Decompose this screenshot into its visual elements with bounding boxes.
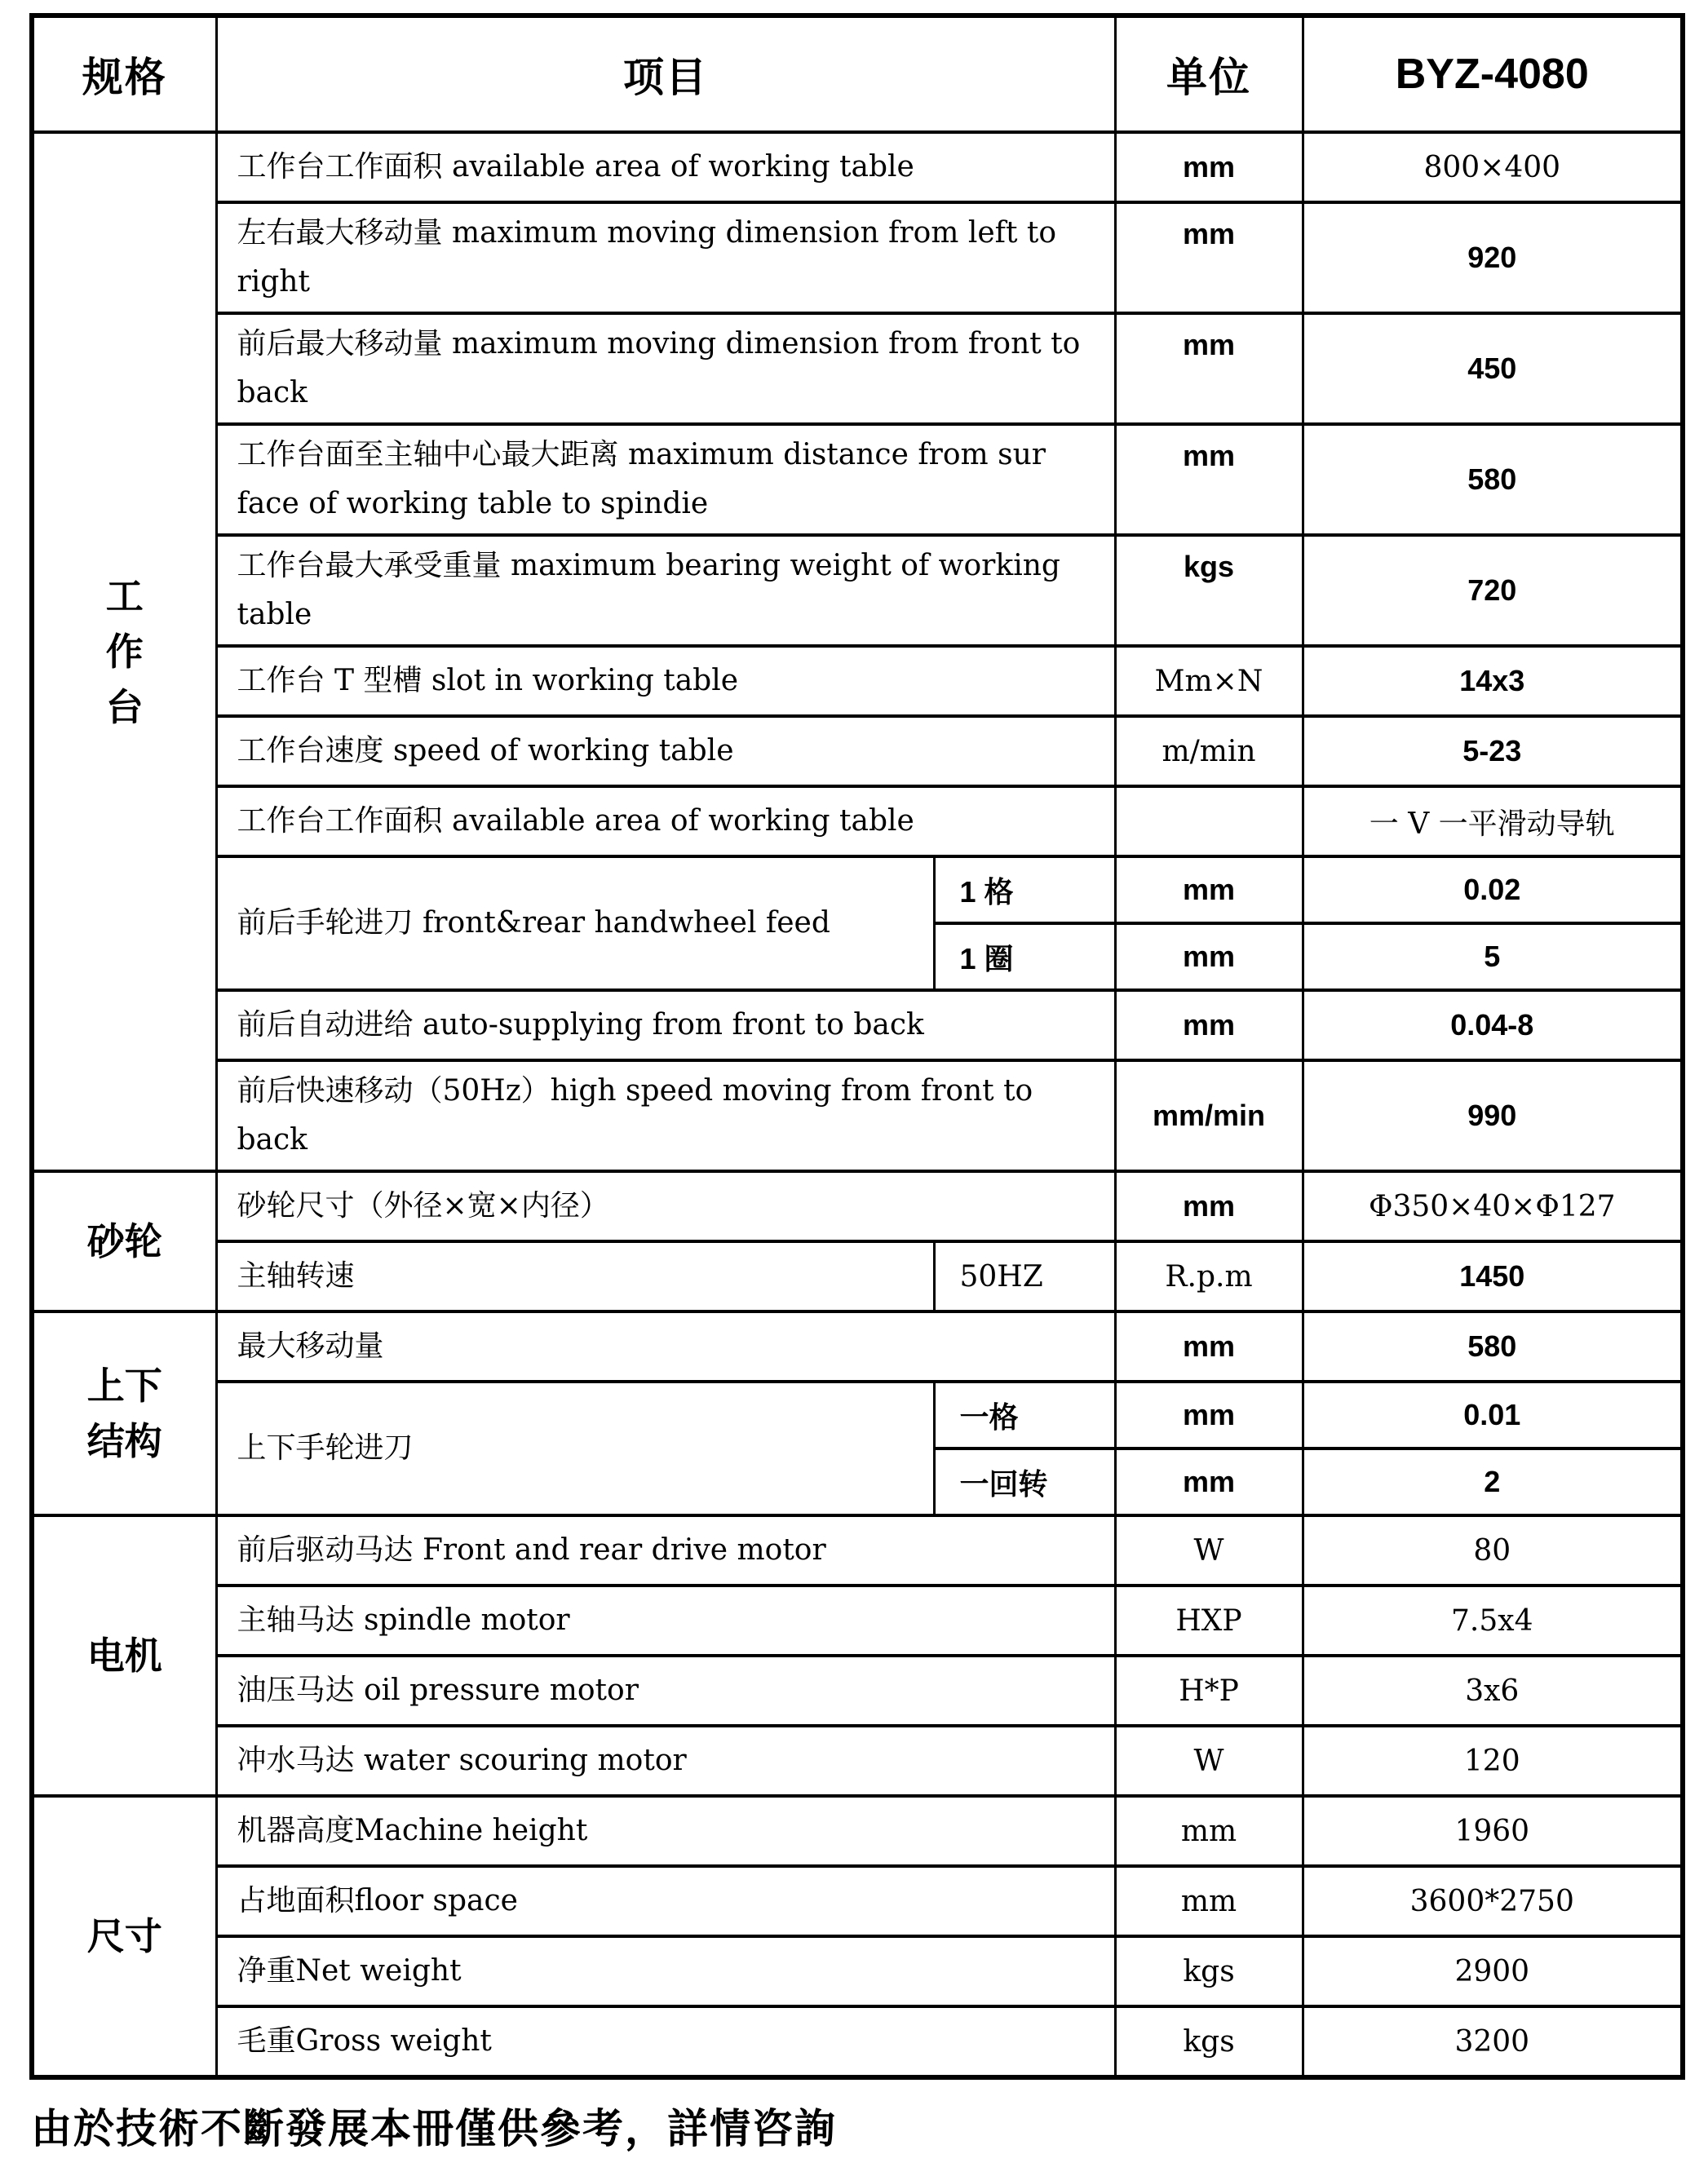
table-row [32,990,1683,1060]
value-cell: 0.04-8 [1303,990,1683,1060]
section-label-line: 电机 [86,1634,162,1677]
table-row [32,1241,1683,1311]
value-cell: 800×400 [1303,132,1683,202]
item-cell: 主轴转速 [216,1241,934,1311]
unit-cell: Mm×N [1115,646,1303,716]
unit-cell: mm [1115,1382,1303,1448]
value-cell: 0.02 [1303,856,1683,923]
unit-cell: mm [1115,856,1303,923]
unit-cell: HXP [1115,1586,1303,1656]
header-row [32,15,1683,132]
table-row [32,646,1683,716]
sub-item-cell: 一回转 [934,1448,1115,1515]
unit-cell: kgs [1115,535,1303,646]
table-row [32,786,1683,856]
table-row [32,1796,1683,1866]
table-row [32,2006,1683,2077]
section-cell [32,132,216,1171]
value-cell: 2900 [1303,1936,1683,2006]
item-cell: 净重Net weight [216,1936,1115,2006]
item-cell: 前后快速移动（50Hz）high speed moving from front to back [216,1060,1115,1171]
item-cell: 工作台面至主轴中心最大距离 maximum distance from sur face of working table to spindie [216,424,1115,535]
table-row [32,424,1683,535]
sub-item-cell: 1 格 [934,856,1115,923]
value-cell: 1450 [1303,1241,1683,1311]
section-label-line: 台 [105,686,144,728]
value-cell: 120 [1303,1726,1683,1796]
col-header-model: BYZ-4080 [1303,15,1683,132]
item-cell: 工作台 T 型槽 slot in working table [216,646,1115,716]
item-cell: 机器高度Machine height [216,1796,1115,1866]
table-row [32,1060,1683,1171]
value-cell: 80 [1303,1515,1683,1586]
unit-cell: mm [1115,923,1303,990]
sub-item-cell: 1 圈 [934,923,1115,990]
section-label-line: 尺寸 [86,1915,162,1957]
item-cell: 左右最大移动量 maximum moving dimension from left to right [216,202,1115,313]
value-cell: 3200 [1303,2006,1683,2077]
footer-note: 由於技術不斷發展本冊僅供參考，詳情咨詢 [31,2106,837,2152]
unit-cell: mm [1115,990,1303,1060]
col-header-item: 项目 [216,15,1115,132]
section-cell [32,1171,216,1311]
table-row [32,1171,1683,1241]
item-cell: 工作台速度 speed of working table [216,716,1115,786]
item-cell: 前后驱动马达 Front and rear drive motor [216,1515,1115,1586]
table-row [32,1726,1683,1796]
table-row [32,535,1683,646]
item-cell: 前后最大移动量 maximum moving dimension from front to back [216,313,1115,424]
table-row [32,1586,1683,1656]
unit-cell: mm [1115,132,1303,202]
value-cell: 920 [1303,202,1683,313]
unit-cell: mm [1115,1311,1303,1382]
unit-cell: mm/min [1115,1060,1303,1171]
value-cell: 7.5x4 [1303,1586,1683,1656]
value-cell: 580 [1303,424,1683,535]
unit-cell: mm [1115,1866,1303,1936]
value-cell: 450 [1303,313,1683,424]
unit-cell: W [1115,1726,1303,1796]
item-cell: 前后自动进给 auto-supplying from front to back [216,990,1115,1060]
unit-cell: mm [1115,313,1303,424]
sub-item-cell: 50HZ [934,1241,1115,1311]
table-row [32,313,1683,424]
section-cell [32,1515,216,1796]
unit-cell: H*P [1115,1656,1303,1726]
item-cell: 工作台工作面积 available area of working table [216,786,1115,856]
unit-cell: mm [1115,1796,1303,1866]
item-cell: 工作台最大承受重量 maximum bearing weight of working table [216,535,1115,646]
unit-cell: mm [1115,1171,1303,1241]
section-label-line: 结构 [86,1420,162,1462]
value-cell: 0.01 [1303,1382,1683,1448]
value-cell: 720 [1303,535,1683,646]
item-cell: 工作台工作面积 available area of working table [216,132,1115,202]
table-row [32,1382,1683,1448]
table-row [32,1515,1683,1586]
section-cell [32,1796,216,2077]
unit-cell: kgs [1115,2006,1303,2077]
value-cell: 一 V 一平滑动导轨 [1303,786,1683,856]
col-header-unit: 单位 [1115,15,1303,132]
value-cell: 14x3 [1303,646,1683,716]
section-cell [32,1311,216,1515]
col-header-spec: 规格 [32,15,216,132]
sub-item-cell: 一格 [934,1382,1115,1448]
value-cell: 1960 [1303,1796,1683,1866]
section-label-line: 作 [105,630,144,673]
unit-cell: mm [1115,1448,1303,1515]
value-cell: 2 [1303,1448,1683,1515]
section-label-line: 工 [105,575,144,617]
item-cell: 冲水马达 water scouring motor [216,1726,1115,1796]
value-cell: 5 [1303,923,1683,990]
table-row [32,1866,1683,1936]
unit-cell: m/min [1115,716,1303,786]
table-row [32,202,1683,313]
unit-cell: mm [1115,202,1303,313]
value-cell: 990 [1303,1060,1683,1171]
value-cell: 3x6 [1303,1656,1683,1726]
unit-cell: R.p.m [1115,1241,1303,1311]
unit-cell: W [1115,1515,1303,1586]
item-cell: 占地面积floor space [216,1866,1115,1936]
table-row [32,1656,1683,1726]
table-row [32,1311,1683,1382]
item-cell: 主轴马达 spindle motor [216,1586,1115,1656]
unit-cell: kgs [1115,1936,1303,2006]
item-cell: 最大移动量 [216,1311,1115,1382]
spec-table [29,13,1685,2080]
item-cell: 油压马达 oil pressure motor [216,1656,1115,1726]
item-cell: 砂轮尺寸（外径×宽×内径） [216,1171,1115,1241]
item-cell: 上下手轮进刀 [216,1382,934,1515]
item-cell: 前后手轮进刀 front&rear handwheel feed [216,856,934,990]
table-row [32,132,1683,202]
table-row [32,716,1683,786]
table-row [32,1936,1683,2006]
value-cell: 5-23 [1303,716,1683,786]
section-label-line: 上下 [86,1364,162,1407]
unit-cell: mm [1115,424,1303,535]
section-label-line: 砂轮 [86,1220,162,1263]
value-cell: 580 [1303,1311,1683,1382]
unit-cell [1115,786,1303,856]
item-cell: 毛重Gross weight [216,2006,1115,2077]
value-cell: 3600*2750 [1303,1866,1683,1936]
table-row [32,856,1683,923]
value-cell: Φ350×40×Φ127 [1303,1171,1683,1241]
